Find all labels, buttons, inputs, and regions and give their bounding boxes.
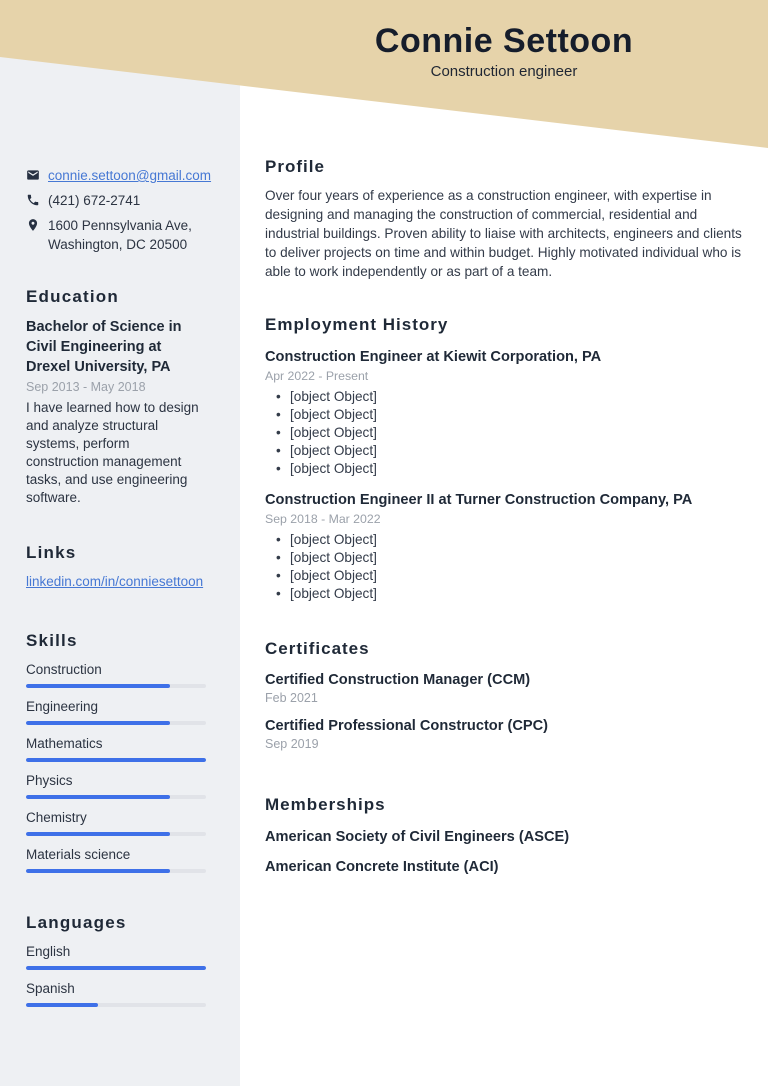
language-name: English xyxy=(26,944,71,959)
phone-icon xyxy=(26,193,40,207)
job-bullet xyxy=(265,388,746,406)
links-list xyxy=(26,572,212,591)
job-bullet xyxy=(265,424,746,442)
envelope-icon xyxy=(26,168,40,182)
memberships-list xyxy=(265,829,746,875)
membership-entry: American Society of Civil Engineers (ASCE) xyxy=(265,829,570,845)
phone-number: (421) 672-2741 xyxy=(48,193,141,208)
skill-bar-track xyxy=(26,869,206,873)
skill-name: Physics xyxy=(26,773,73,788)
bullet-text: [object Object] xyxy=(290,568,377,583)
employment-list xyxy=(265,348,746,603)
certificate-date: Feb 2021 xyxy=(265,691,318,705)
skill-item xyxy=(26,699,212,725)
bullet-icon: • xyxy=(276,407,281,422)
contact-phone-row xyxy=(26,191,212,210)
skill-name: Engineering xyxy=(26,699,99,714)
education-description: I have learned how to design and analyze structural systems, perform construction management tasks, and use engineering software. xyxy=(26,400,199,505)
bullet-text: [object Object] xyxy=(290,532,377,547)
job-dates: Sep 2018 - Mar 2022 xyxy=(265,512,381,526)
memberships-heading: Memberships xyxy=(265,795,386,814)
bullet-text: [object Object] xyxy=(290,443,377,458)
bullet-icon: • xyxy=(276,443,281,458)
skill-bar-fill xyxy=(26,721,170,725)
job-bullets xyxy=(265,531,746,603)
bullet-icon: • xyxy=(276,461,281,476)
bullet-icon: • xyxy=(276,568,281,583)
skill-bar-fill xyxy=(26,758,206,762)
certificate-name: Certified Construction Manager (CCM) xyxy=(265,672,531,688)
skills-heading: Skills xyxy=(26,631,78,650)
address xyxy=(48,216,192,254)
skill-item xyxy=(26,847,212,873)
bullet-text: [object Object] xyxy=(290,407,377,422)
membership-entry: American Concrete Institute (ACI) xyxy=(265,859,499,875)
job-title: Construction Engineer at Kiewit Corporation, PA xyxy=(265,349,602,365)
bullet-icon: • xyxy=(276,550,281,565)
language-item xyxy=(26,981,212,1007)
profile-text: Over four years of experience as a construction engineer, with expertise in designing and managing the construction of commercial, residential and industrial buildings. Proven ability to liaise with architects, engineers and clients to deliver projects on time and within budget. Highly motivated individual who is able to work independently or as part of a team. xyxy=(265,188,742,279)
links-heading: Links xyxy=(26,543,77,562)
job-bullet xyxy=(265,585,746,603)
contact-address-row xyxy=(26,216,212,254)
certificate-entry xyxy=(265,718,746,751)
skill-name: Materials science xyxy=(26,847,131,862)
skill-bar-fill xyxy=(26,795,170,799)
language-item xyxy=(26,944,212,970)
skill-bar-fill xyxy=(26,869,170,873)
person-job-title: Construction engineer xyxy=(430,63,578,80)
bullet-text: [object Object] xyxy=(290,550,377,565)
skill-bar-track xyxy=(26,721,206,725)
bullet-icon: • xyxy=(276,425,281,440)
address-line-2: Washington, DC 20500 xyxy=(48,237,188,252)
bullet-icon: • xyxy=(276,586,281,601)
certificate-date: Sep 2019 xyxy=(265,737,319,751)
person-name: Connie Settoon xyxy=(374,22,634,60)
certificates-heading: Certificates xyxy=(265,639,370,658)
languages-heading: Languages xyxy=(26,913,127,932)
job-title: Construction Engineer II at Turner Construction Company, PA xyxy=(265,492,693,508)
address-line-1: 1600 Pennsylvania Ave, xyxy=(48,218,192,233)
skill-bar-track xyxy=(26,795,206,799)
skill-item xyxy=(26,773,212,799)
job-bullet xyxy=(265,442,746,460)
job-bullet xyxy=(265,460,746,478)
employment-heading: Employment History xyxy=(265,315,449,334)
language-name: Spanish xyxy=(26,981,75,996)
language-bar-fill xyxy=(26,1003,98,1007)
skills-list xyxy=(26,662,212,873)
languages-list xyxy=(26,944,212,1007)
skill-bar-fill xyxy=(26,832,170,836)
education-dates: Sep 2013 - May 2018 xyxy=(26,380,146,394)
job-entry xyxy=(265,491,746,603)
job-bullet xyxy=(265,567,746,585)
job-dates: Apr 2022 - Present xyxy=(265,369,369,383)
contact-email-row xyxy=(26,166,212,185)
language-bar-fill xyxy=(26,966,206,970)
skill-item xyxy=(26,662,212,688)
bullet-icon: • xyxy=(276,389,281,404)
skill-item xyxy=(26,810,212,836)
map-pin-icon xyxy=(26,218,40,232)
education-degree: Bachelor of Science in Civil Engineering at Drexel University, PA xyxy=(26,319,182,375)
skill-name: Mathematics xyxy=(26,736,103,751)
main-content xyxy=(265,0,746,875)
bullet-text: [object Object] xyxy=(290,389,377,404)
job-bullet xyxy=(265,531,746,549)
skill-name: Chemistry xyxy=(26,810,87,825)
job-bullets xyxy=(265,388,746,478)
job-entry xyxy=(265,348,746,478)
bullet-icon: • xyxy=(276,532,281,547)
bullet-text: [object Object] xyxy=(290,461,377,476)
email-link[interactable]: connie.settoon@gmail.com xyxy=(48,168,212,183)
job-bullet xyxy=(265,549,746,567)
job-bullet xyxy=(265,406,746,424)
sidebar xyxy=(0,0,240,1086)
certificate-entry xyxy=(265,672,746,705)
skill-bar-track xyxy=(26,832,206,836)
bullet-text: [object Object] xyxy=(290,586,377,601)
certificate-name: Certified Professional Constructor (CPC) xyxy=(265,718,548,734)
bullet-text: [object Object] xyxy=(290,425,377,440)
skill-bar-track xyxy=(26,684,206,688)
skill-item xyxy=(26,736,212,762)
certificates-list xyxy=(265,672,746,751)
language-bar-track xyxy=(26,966,206,970)
linkedin-link[interactable]: linkedin.com/in/conniesettoon xyxy=(26,574,204,589)
skill-bar-track xyxy=(26,758,206,762)
skill-name: Construction xyxy=(26,662,102,677)
skill-bar-fill xyxy=(26,684,170,688)
sidebar-content xyxy=(0,0,240,1007)
language-bar-track xyxy=(26,1003,206,1007)
education-heading: Education xyxy=(26,287,119,306)
profile-heading: Profile xyxy=(265,157,325,176)
